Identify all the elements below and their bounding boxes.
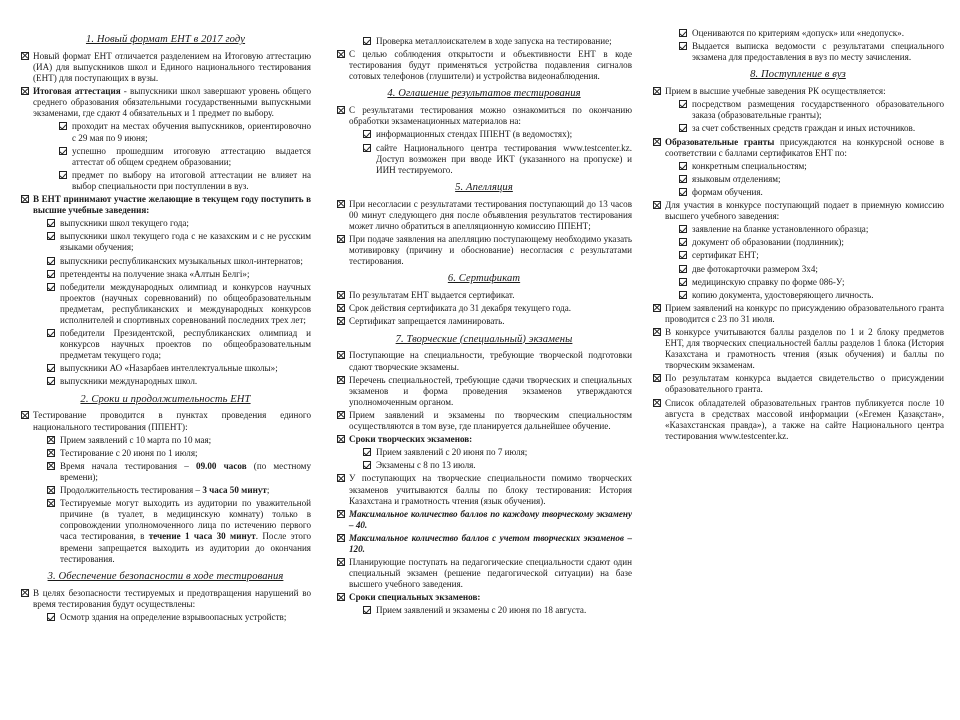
list-item	[20, 448, 311, 459]
checkbox-crossed-icon	[21, 195, 29, 203]
list-item	[20, 146, 311, 168]
item-text: выпускники международных школ.	[60, 376, 198, 387]
list-item	[20, 86, 311, 119]
list-item	[20, 498, 311, 565]
item-text: Экзамены с 8 по 13 июля.	[376, 460, 476, 471]
section-heading: 3. Обеспечение безопасности в ходе тестирования	[47, 570, 284, 582]
section-heading: 5. Апелляция	[455, 181, 513, 193]
item-text: за счет собственных средств граждан и иных источников.	[692, 123, 916, 134]
item-text: По результатам конкурса выдается свидетельство о присуждении образовательного гранта.	[665, 373, 944, 395]
list-item	[652, 187, 944, 198]
list-item	[20, 194, 311, 216]
checkbox-crossed-icon	[47, 449, 55, 457]
item-text: документ об образовании (подлинник);	[692, 237, 844, 248]
item-text: Планирующие поступать на педагогические специальности сдают один специальный экзамен (решение педагогической ситуации) на базе высшего учебного заведения.	[349, 557, 632, 590]
checkbox-crossed-icon	[337, 411, 345, 419]
checkbox-checked-icon	[679, 175, 687, 183]
list-item	[336, 557, 632, 590]
list-item	[652, 41, 944, 63]
item-text: заявление на бланке установленного образца;	[692, 224, 869, 235]
item-text: победители Президентской, республиканских олимпиад и конкурсов научных проектов по общеобразовательным предметам текущего года;	[60, 328, 311, 361]
list-item	[652, 161, 944, 172]
list-item	[336, 509, 632, 531]
list-item	[20, 410, 311, 432]
item-text: выпускники школ текущего года;	[60, 218, 189, 229]
list-item	[336, 410, 632, 432]
list-item	[336, 605, 632, 616]
checkbox-crossed-icon	[653, 201, 661, 209]
list-item	[336, 447, 632, 458]
item-text: копию документа, удостоверяющего личность.	[692, 289, 874, 300]
checkbox-checked-icon	[47, 219, 55, 227]
checkbox-crossed-icon	[337, 558, 345, 566]
list-item	[20, 218, 311, 229]
list-item	[20, 588, 311, 610]
checkbox-crossed-icon	[653, 399, 661, 407]
checkbox-crossed-icon	[337, 106, 345, 114]
list-item	[652, 86, 944, 97]
checkbox-checked-icon	[679, 238, 687, 246]
item-text: выпускники школ текущего года с не казахским и с не русским языками обучения;	[60, 231, 311, 253]
item-text: Проверка металлоискателем в ходе запуска на тестирование;	[376, 36, 612, 46]
item-text: Прием в высшие учебные заведения РК осуществляется:	[665, 86, 886, 97]
checkbox-crossed-icon	[337, 304, 345, 312]
checkbox-checked-icon	[679, 291, 687, 299]
column-left	[20, 28, 311, 625]
list-item	[20, 435, 311, 446]
list-item	[20, 363, 311, 374]
item-text: медицинскую справку по форме 086-У;	[692, 276, 845, 287]
list-item	[336, 533, 632, 555]
checkbox-crossed-icon	[653, 138, 661, 146]
checkbox-checked-icon	[47, 283, 55, 291]
list-item	[652, 290, 944, 301]
item-text: Тестирование проводится в пунктах проведения единого национального тестирования (ППЕНТ):	[33, 410, 311, 432]
checkbox-crossed-icon	[47, 499, 55, 507]
item-text: победители международных олимпиад и конкурсов научных проектов (научных соревнований) по общеобразовательным предметам, республиканских и международных конкурсов исполнителей и спортивных соревнований последних трех лет;	[60, 281, 311, 325]
checkbox-crossed-icon	[337, 593, 345, 601]
item-text: Время начала тестирования –	[60, 460, 197, 471]
list-item	[652, 28, 944, 39]
list-item	[336, 129, 632, 140]
section-heading: 2. Сроки и продолжительность ЕНТ	[80, 393, 251, 405]
item-text-tail: . После этого времени запрещается выходить из аудитории до окончания тестирования.	[60, 531, 311, 564]
item-text: посредством размещения государственного образовательного заказа (образовательные гранты);	[692, 99, 944, 121]
item-text: При подаче заявления на апелляцию поступающему необходимо указать мотивировку (причину и обоснование) несогласия с результатами тестирования.	[349, 234, 632, 267]
list-item	[20, 269, 311, 280]
checkbox-crossed-icon	[47, 436, 55, 444]
item-text: Список обладателей образовательных грантов публикуется после 10 августа в средствах массовой информации («Егемен Қазақстан», «Казахстанская правда»), а также на сайте Национального центра тестирования www.testcenter.kz.	[665, 397, 944, 441]
checkbox-crossed-icon	[653, 87, 661, 95]
list-item	[336, 36, 632, 47]
item-emphasis: Максимальное количество баллов по каждому творческому экзамену – 40.	[349, 508, 632, 530]
item-text: В конкурсе учитываются баллы разделов по 1 и 2 блоку предметов ЕНТ, для творческих специальностей баллы разделов 1 блока (История Казахстана и грамотность чтения (язык обучения) и баллы по творческим экзаменам.	[665, 326, 944, 371]
list-item	[336, 234, 632, 267]
list-item	[652, 99, 944, 121]
checkbox-checked-icon	[47, 613, 55, 621]
item-text: При несогласии с результатами тестирования поступающий до 13 часов 00 минут следующего дня после объявления результатов тестирования может лично обратиться в апелляционную комиссию ППЕНТ;	[349, 198, 632, 231]
list-item	[652, 327, 944, 371]
list-item	[20, 328, 311, 361]
list-item	[20, 170, 311, 192]
item-emphasis: Максимальное количество баллов с учетом творческих экзаменов – 120.	[349, 532, 632, 554]
column-middle	[336, 36, 632, 619]
checkbox-checked-icon	[679, 100, 687, 108]
checkbox-checked-icon	[363, 606, 371, 614]
checkbox-crossed-icon	[337, 474, 345, 482]
item-text-tail: (по местному времени);	[60, 460, 311, 482]
item-lead: Сроки специальных экзаменов:	[349, 592, 481, 603]
checkbox-crossed-icon	[337, 435, 345, 443]
list-item	[20, 485, 311, 496]
checkbox-checked-icon	[363, 461, 371, 469]
item-text: Прием заявлений на конкурс по присуждению образовательного гранта проводится с 23 по 31 июля.	[665, 302, 944, 324]
section-heading: 6. Сертификат	[447, 273, 521, 285]
item-text: С результатами тестирования можно ознакомиться по окончанию обработки экзаменационных материалов на:	[349, 105, 632, 127]
list-item	[336, 49, 632, 82]
checkbox-crossed-icon	[337, 50, 345, 58]
item-text: конкретным специальностям;	[692, 160, 807, 171]
list-item	[336, 473, 632, 506]
checkbox-crossed-icon	[653, 374, 661, 382]
item-text: формам обучения.	[692, 186, 763, 197]
item-text: Прием заявлений с 10 марта по 10 мая;	[60, 434, 212, 445]
list-item	[20, 51, 311, 84]
list-item	[336, 434, 632, 445]
checkbox-crossed-icon	[21, 589, 29, 597]
section-heading: 1. Новый формат ЕНТ в 2017 году	[85, 34, 246, 45]
item-text: выпускники АО «Назарбаев интеллектуальные школы»;	[60, 363, 278, 374]
checkbox-crossed-icon	[653, 328, 661, 336]
list-item	[336, 199, 632, 232]
list-item	[652, 277, 944, 288]
checkbox-checked-icon	[679, 265, 687, 273]
checkbox-checked-icon	[47, 377, 55, 385]
list-item	[336, 303, 632, 314]
item-text: Оцениваются по критериям «допуск» или «недопуск».	[692, 28, 904, 38]
item-lead: Образовательные гранты	[665, 136, 775, 147]
item-text: Прием заявлений и экзамены с 20 июня по 18 августа.	[376, 605, 587, 616]
checkbox-checked-icon	[679, 29, 687, 37]
checkbox-crossed-icon	[21, 411, 29, 419]
checkbox-checked-icon	[679, 188, 687, 196]
checkbox-checked-icon	[679, 251, 687, 259]
checkbox-crossed-icon	[337, 317, 345, 325]
checkbox-checked-icon	[47, 232, 55, 240]
list-item	[652, 174, 944, 185]
checkbox-checked-icon	[47, 257, 55, 265]
list-item	[336, 592, 632, 603]
list-item	[652, 398, 944, 442]
checkbox-crossed-icon	[337, 235, 345, 243]
checkbox-checked-icon	[679, 124, 687, 132]
item-text: Тестирование с 20 июня по 1 июля;	[60, 447, 198, 458]
item-text: сертификат ЕНТ;	[692, 250, 759, 261]
checkbox-checked-icon	[47, 329, 55, 337]
list-item	[652, 264, 944, 275]
section-heading: 7. Творческие (специальный) экзамены	[395, 333, 573, 345]
list-item	[652, 123, 944, 134]
list-item	[20, 231, 311, 253]
item-lead: Итоговая аттестация	[33, 86, 121, 97]
list-item	[652, 303, 944, 325]
item-text: Продолжительность тестирования –	[60, 485, 203, 496]
list-item	[20, 461, 311, 483]
list-item	[336, 316, 632, 327]
checkbox-crossed-icon	[337, 510, 345, 518]
checkbox-checked-icon	[679, 225, 687, 233]
checkbox-checked-icon	[363, 130, 371, 138]
checkbox-checked-icon	[363, 144, 371, 152]
item-text: Для участия в конкурсе поступающий подает в приемную комиссию высшего учебного заведения:	[665, 200, 944, 222]
item-text-tail: ;	[266, 485, 270, 496]
list-item	[336, 143, 632, 176]
checkbox-checked-icon	[47, 364, 55, 372]
item-lead: Сроки творческих экзаменов:	[349, 434, 473, 445]
item-text: Прием заявлений и экзамены по творческим специальностям осуществляются в том вузе, где планируется дальнейшее обучение.	[349, 409, 632, 432]
item-text: По результатам ЕНТ выдается сертификат.	[349, 290, 515, 301]
checkbox-checked-icon	[679, 42, 687, 50]
checkbox-checked-icon	[363, 448, 371, 456]
checkbox-checked-icon	[679, 162, 687, 170]
checkbox-checked-icon	[47, 270, 55, 278]
item-text: выпускники республиканских музыкальных школ-интернатов;	[60, 255, 303, 266]
checkbox-crossed-icon	[47, 462, 55, 470]
list-item	[652, 224, 944, 235]
list-item	[652, 200, 944, 222]
list-item	[652, 237, 944, 248]
item-text: Сертификат запрещается ламинировать.	[349, 316, 505, 327]
list-item	[336, 375, 632, 408]
checkbox-crossed-icon	[337, 351, 345, 359]
item-text: претенденты на получение знака «Алтын Белгі»;	[60, 268, 250, 279]
checkbox-crossed-icon	[337, 376, 345, 384]
item-text: присуждаются на конкурсной основе в соответствии с баллами сертификатов ЕНТ по:	[665, 136, 944, 158]
checkbox-crossed-icon	[653, 304, 661, 312]
section-heading: 8. Поступление в вуз	[750, 69, 846, 81]
item-text: сайте Национального центра тестирования www.testcenter.kz. Доступ возможен при вводе ИКТ (указанного на пропуске) и ИИН тестируемого.	[376, 142, 632, 175]
checkbox-checked-icon	[59, 122, 67, 130]
checkbox-crossed-icon	[21, 52, 29, 60]
list-item	[20, 376, 311, 387]
item-text: информационных стендах ППЕНТ (в ведомостях);	[376, 129, 573, 140]
item-emphasis: 09.00 часов	[196, 460, 247, 471]
item-text: Выдается выписка ведомости с результатами специального экзамена для предоставления в вуз по месту зачисления.	[692, 41, 944, 63]
list-item	[20, 612, 311, 623]
checkbox-checked-icon	[363, 37, 371, 45]
item-emphasis: 3 часа 50 минут	[202, 485, 267, 496]
item-text: успешно прошедшим итоговую аттестацию выдается аттестат об общем среднем образовании;	[72, 145, 311, 167]
item-text: проходит на местах обучения выпускников, ориентировочно с 29 мая по 9 июня;	[72, 121, 311, 143]
list-item	[652, 137, 944, 159]
list-item	[336, 290, 632, 301]
item-lead: В ЕНТ принимают участие желающие в текущем году поступить в высшие учебные заведения:	[33, 194, 311, 216]
list-item	[20, 256, 311, 267]
item-text: Срок действия сертификата до 31 декабря текущего года.	[349, 303, 572, 314]
item-text: В целях безопасности тестируемых и предотвращения нарушений во время тестирования будут осуществлены:	[33, 587, 311, 609]
item-emphasis: течение 1 часа 30 минут	[148, 531, 256, 542]
item-text: Поступающие на специальности, требующие творческой подготовки сдают творческие экзамены.	[349, 350, 632, 372]
item-text: языковым отделениям;	[692, 173, 781, 184]
list-item	[336, 105, 632, 127]
checkbox-checked-icon	[679, 278, 687, 286]
list-item	[652, 373, 944, 395]
checkbox-crossed-icon	[337, 291, 345, 299]
list-item	[20, 282, 311, 326]
checkbox-crossed-icon	[21, 87, 29, 95]
item-text: Тестируемые могут выходить из аудитории по уважительной причине (в туалет, в медицинскую комнату) только в сопровождении уполномоченного лица по истечению первого часа тестирования, в	[60, 498, 311, 542]
list-item	[336, 460, 632, 471]
checkbox-checked-icon	[59, 147, 67, 155]
item-text: две фотокарточки размером 3х4;	[692, 263, 818, 274]
item-text: предмет по выбору на итоговой аттестации не влияет на выбор специальности при поступлении в вуз.	[72, 169, 311, 191]
item-text: Прием заявлений с 20 июня по 7 июля;	[376, 447, 528, 458]
column-right	[652, 28, 944, 444]
item-text: Перечень специальностей, требующие сдачи творческих и специальных экзаменов и форма проведения экзаменов утверждаются уполномоченным органом.	[349, 374, 632, 407]
item-text: С целью соблюдения открытости и объективности ЕНТ в коде тестирования будут применяться устройства подавления сигналов сотовых телефонов (глушители) и устройства видеонаблюдения.	[349, 49, 632, 82]
section-heading: 4. Оглашение результатов тестирования	[387, 88, 581, 100]
list-item	[652, 250, 944, 261]
checkbox-crossed-icon	[47, 486, 55, 494]
item-text: Осмотр здания на определение взрывоопасных устройств;	[60, 611, 287, 622]
list-item	[20, 121, 311, 143]
item-text: У поступающих на творческие специальности помимо творческих экзаменов учитываются баллы по блоку тестирования: История Казахстана и грамотность чтения (язык обучения).	[349, 473, 632, 506]
item-text: - выпускники школ завершают уровень общего среднего образования обязательными государственными выпускными экзаменами, где сдают 4 обязательных и 1 предмет по выбору.	[33, 86, 311, 119]
checkbox-crossed-icon	[337, 534, 345, 542]
checkbox-crossed-icon	[337, 200, 345, 208]
list-item	[336, 350, 632, 372]
checkbox-checked-icon	[59, 171, 67, 179]
item-text: Новый формат ЕНТ отличается разделением на Итоговую аттестацию (ИА) для выпускников школ и Единого национального тестирования (ЕНТ) для поступающих в вузы.	[33, 50, 311, 84]
